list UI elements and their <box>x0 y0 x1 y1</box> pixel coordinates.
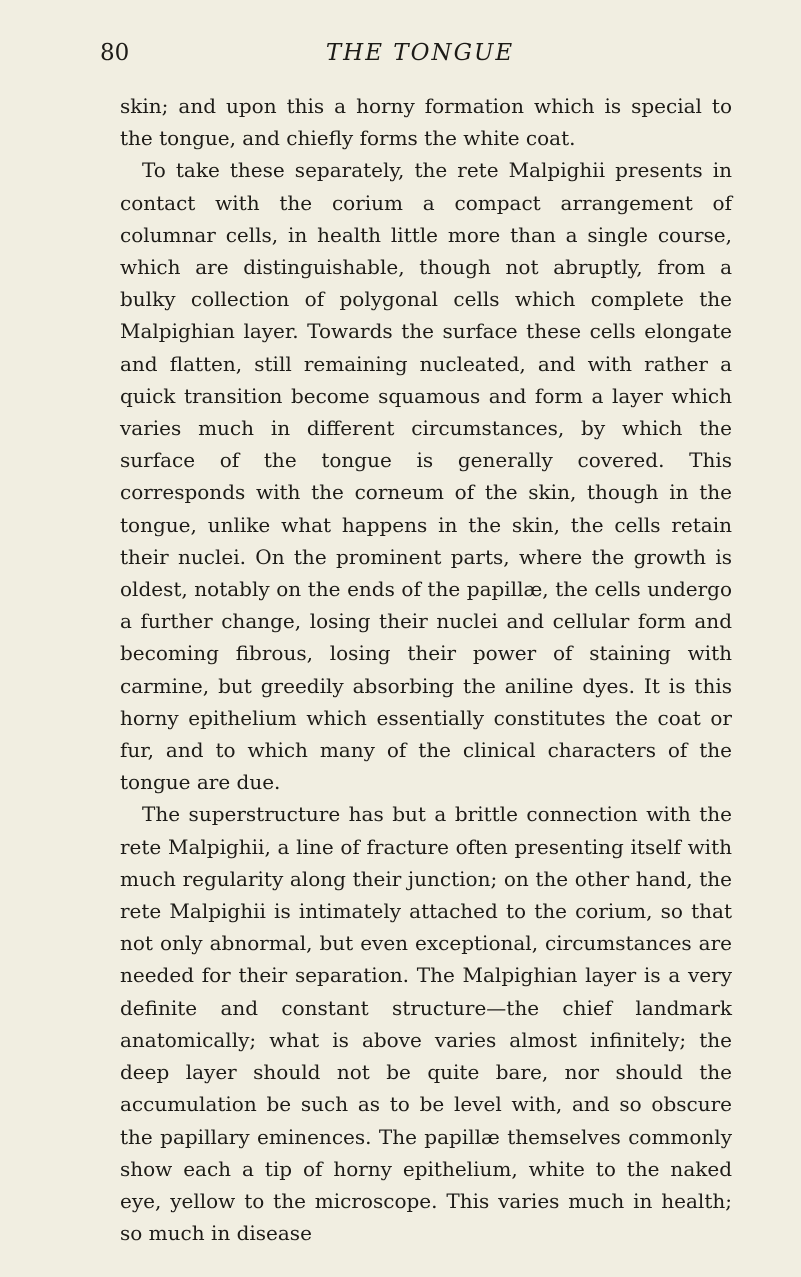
body-text <box>120 90 732 1249</box>
page-number: 80 <box>100 40 130 66</box>
paragraph-superstructure: The superstructure has but a brittle connection with the rete Malpighii, a line of fracture often presenting itself with much regularity along their junction; on the other hand, the rete Malpighii is intimately attached to the corium, so that not only abnormal, but even exceptional, circumstances are needed for their separation. The Malpighian layer is a very definite and constant structure—the chief landmark anatomically; what is above varies almost infinitely; the deep layer should not be quite bare, nor should the accumulation be such as to be level with, and so obscure the papillary eminences. The papillæ themselves commonly show each a tip of horny epithelium, white to the naked eye, yellow to the microscope. This varies much in health; so much in disease <box>120 802 732 1246</box>
running-title: THE TONGUE <box>325 40 515 66</box>
paragraph-rete-malpighii: To take these separately, the rete Malpighii presents in contact with the corium a compact arrangement of columnar cells, in health little more than a single course, which are distinguishable, though not abruptly, from a bulky collection of polygonal cells which complete the Malpighian layer. Towards the surface these cells elongate and flatten, still remaining nucleated, and with rather a quick transition become squamous and form a layer which varies much in different circumstances, by which the surface of the tongue is generally covered. This corresponds with the corneum of the skin, though in the tongue, unlike what happens in the skin, the cells retain their nuclei. On the prominent parts, where the growth is oldest, notably on the ends of the papillæ, the cells undergo a further change, losing their nuclei and cellular form and becoming fibrous, losing their power of staining with carmine, but greedily absorbing the aniline dyes. It is this horny epithelium which essentially constitutes the coat or fur, and to which many of the clinical characters of the tongue are due. <box>120 158 732 795</box>
page-header <box>100 40 740 76</box>
paragraph-continuation: skin; and upon this a horny formation which is special to the tongue, and chiefly forms the white coat. <box>120 94 732 151</box>
